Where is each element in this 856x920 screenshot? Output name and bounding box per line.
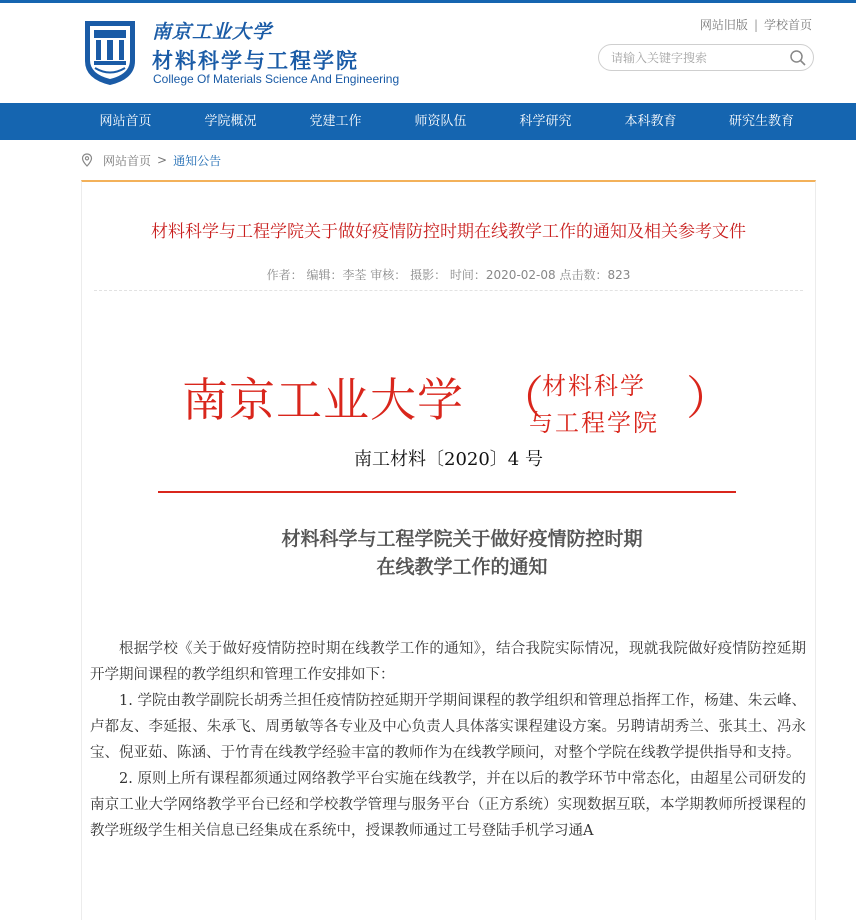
search-icon[interactable] (789, 49, 807, 67)
college-name: 材料科学与工程学院 (152, 49, 359, 73)
school-home-link[interactable]: 学校首页 (763, 18, 812, 32)
article-title: 材料科学与工程学院关于做好疫情防控时期在线教学工作的通知及相关参考文件 (151, 222, 746, 242)
document-number: 南工材料〔2020〕4 号 (354, 449, 543, 470)
article-meta: 作者： 编辑：李荃 审核： 摄影： 时间：2020-02-08 点击数：823 (266, 268, 631, 282)
red-header-paren-close: ） (686, 371, 732, 425)
red-header-sub-line1: 材料科学 (542, 372, 646, 400)
breadcrumb-home-link[interactable]: 网站首页 (103, 153, 152, 168)
red-header-main: 南京工业大学 (182, 373, 464, 427)
article-container (81, 180, 816, 920)
red-header-sub-line2: 与工程学院 (529, 409, 659, 437)
nav-item-about[interactable]: 学院概况 (204, 114, 257, 129)
top-links (700, 16, 812, 33)
red-header-paren-open: （ (498, 371, 544, 425)
nav-item-undergrad[interactable]: 本科教育 (624, 114, 677, 129)
document-title-line2: 在线教学工作的通知 (376, 556, 548, 578)
red-rule-divider (158, 491, 736, 493)
nav-item-research[interactable]: 科学研究 (519, 114, 572, 129)
university-seal-icon[interactable] (81, 17, 139, 87)
nav-item-faculty[interactable]: 师资队伍 (414, 114, 467, 129)
document-title-line1: 材料科学与工程学院关于做好疫情防控时期 (281, 528, 643, 550)
nav-item-party[interactable]: 党建工作 (309, 114, 362, 129)
college-name-en: College Of Materials Science And Engineering (153, 72, 400, 86)
search-box (598, 44, 814, 71)
article-body (90, 636, 806, 844)
breadcrumb (81, 151, 221, 169)
body-paragraph: 2. 原则上所有课程都须通过网络教学平台实施在线教学，并在以后的教学环节中常态化，由超星公司研发的南京工业大学网络教学平台已经和学校教学管理与服务平台（正方系统）实现数据互联，本学期教师所授课程的教学班级学生相关信息已经集成在系统中，授课教师通过工号登陆手机学习通A (90, 771, 806, 839)
body-paragraph: 根据学校《关于做好疫情防控时期在线教学工作的通知》，结合我院实际情况，现就我院做好疫情防控延期开学期间课程的教学组织和管理工作安排如下： (90, 641, 806, 683)
link-separator: | (753, 18, 758, 32)
nav-item-home[interactable]: 网站首页 (99, 114, 152, 129)
main-nav (0, 103, 856, 140)
nav-item-graduate[interactable]: 研究生教育 (728, 114, 794, 129)
body-paragraph: 1. 学院由教学副院长胡秀兰担任疫情防控延期开学期间课程的教学组织和管理总指挥工作，杨建、朱云峰、卢都友、李延报、朱承飞、周勇敏等各专业及中心负责人具体落实课程建设方案。另聘请胡秀兰、张其土、冯永宝、倪亚茹、陈涵、于竹青在线教学经验丰富的教师作为在线教学顾问，对整个学院在线教学提供指导和支持。 (90, 693, 806, 761)
article-divider (94, 290, 803, 291)
location-pin-icon (81, 153, 93, 167)
university-name: 南京工业大学 (152, 21, 273, 43)
search-input[interactable] (611, 49, 781, 67)
breadcrumb-current-link[interactable]: 通知公告 (173, 153, 222, 168)
old-site-link[interactable]: 网站旧版 (699, 18, 748, 32)
breadcrumb-separator: > (157, 153, 168, 167)
site-header (0, 3, 856, 103)
